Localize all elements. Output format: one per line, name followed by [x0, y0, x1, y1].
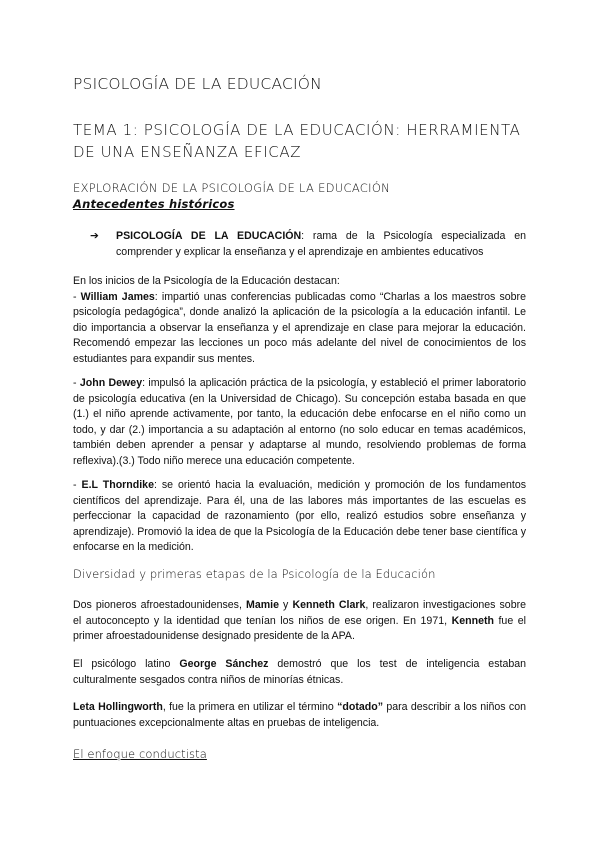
- hollingworth-name: Leta Hollingworth: [73, 701, 163, 713]
- arrow-icon: ➔: [90, 230, 99, 242]
- james-text: : impartió unas conferencias publicadas como “Charlas a los maestros sobre psicología pedagógica”, donde analizó la aplicación de la psicología a la educación infantil. Le dio importancia a observar la enseñanza y el aprendizaje en clase para mejorar la educación. Recomendó empezar las lecciones un poco más adelante del nivel de conocimientos de los estudiantes para expandir sus mentes.: [73, 290, 526, 365]
- james-prefix: -: [73, 290, 81, 303]
- thorndike-prefix: -: [73, 479, 82, 491]
- intro-text: En los inicios de la Psicología de la Educación destacan:: [73, 275, 340, 287]
- diversity-heading: Diversidad y primeras etapas de la Psicología de la Educación: [73, 567, 436, 581]
- sanchez-paragraph: [73, 657, 526, 688]
- thorndike-text: : se orientó hacia la evaluación, medición y promoción de los fundamentos científicos del aprendizaje. Para él, una de las labores más importantes de las escuelas es perfeccionar la capacidad de razonamiento (por ello, realizó estudios sobre enseñanza y aprendizaje). Promovió la idea de que la Psicología de la Educación debe tener base científica y enfocarse en la medición.: [73, 479, 527, 554]
- hollingworth-text-2: para describir a los niños con puntuaciones excepcionalmente altas en pruebas de inteligencia.: [73, 701, 526, 729]
- thorndike-paragraph: [73, 478, 526, 556]
- dewey-paragraph: [73, 376, 526, 470]
- thorndike-name: E.L Thorndike: [81, 479, 154, 491]
- definition-description: : rama de la Psicología especializada en comprender y explicar la enseñanza y el aprendizaje en ambientes educativos: [116, 230, 526, 258]
- behaviorist-heading: El enfoque conductista: [73, 747, 207, 761]
- hollingworth-paragraph: [73, 700, 526, 731]
- clark-name-kenneth-clark: Kenneth Clark: [292, 599, 366, 611]
- clark-text-2: y: [278, 599, 293, 611]
- hollingworth-term: “dotado”: [337, 701, 384, 713]
- sanchez-name: George Sánchez: [179, 658, 269, 670]
- dewey-text: : impulsó la aplicación práctica de la psicología, y estableció el primer laboratorio de psicología educativa (en la Universidad de Chicago). Su concepción estaba basada en que (1.) el niño aprende activamente, por tanto, la educación debe enfocarse en el niño como un todo, y dar (2.) importancia a su adaptación al entorno (no solo educar en temas académicos, también deben aprender a pensar y adaptarse al mundo, resolviendo problemas de forma reflexiva).(3.) Todo niño merece una educación competente.: [73, 377, 526, 467]
- definition-bullet: [90, 229, 526, 260]
- clark-paragraph: [73, 598, 526, 645]
- clark-text-1: Dos pioneros afroestadounidenses,: [73, 599, 246, 611]
- topic-title: TEMA 1: PSICOLOGÍA DE LA EDUCACIÓN: HERRAMIENTA DE UNA ENSEÑANZA EFICAZ: [73, 121, 521, 161]
- document-title: PSICOLOGÍA DE LA EDUCACIÓN: [73, 75, 322, 93]
- hollingworth-text-1: , fue la primera en utilizar el término: [162, 701, 338, 713]
- sanchez-text-1: El psicólogo latino: [73, 658, 180, 670]
- dewey-name: John Dewey: [79, 377, 143, 389]
- definition-term: PSICOLOGÍA DE LA EDUCACIÓN: [116, 230, 302, 242]
- clark-name-kenneth: Kenneth: [451, 614, 494, 627]
- clark-name-mamie: Mamie: [246, 599, 279, 611]
- definition-text: [116, 229, 526, 260]
- dewey-prefix: -: [73, 377, 80, 389]
- subsection-title: Antecedentes históricos: [73, 197, 235, 211]
- clark-text-3: , realizaron investigaciones sobre el autoconcepto y la identidad que tenían los niños de ese origen. En 1971,: [73, 599, 527, 627]
- intro-paragraph: [73, 274, 526, 368]
- clark-text-4: fue el primer afroestadounidense designado presidente de la APA.: [73, 614, 526, 643]
- sanchez-text-2: demostró que los test de inteligencia estaban culturalmente sesgados contra niños de minorías étnicas.: [73, 658, 527, 686]
- james-name: William James: [80, 290, 155, 303]
- section-title: EXPLORACIÓN DE LA PSICOLOGÍA DE LA EDUCACIÓN: [73, 181, 391, 195]
